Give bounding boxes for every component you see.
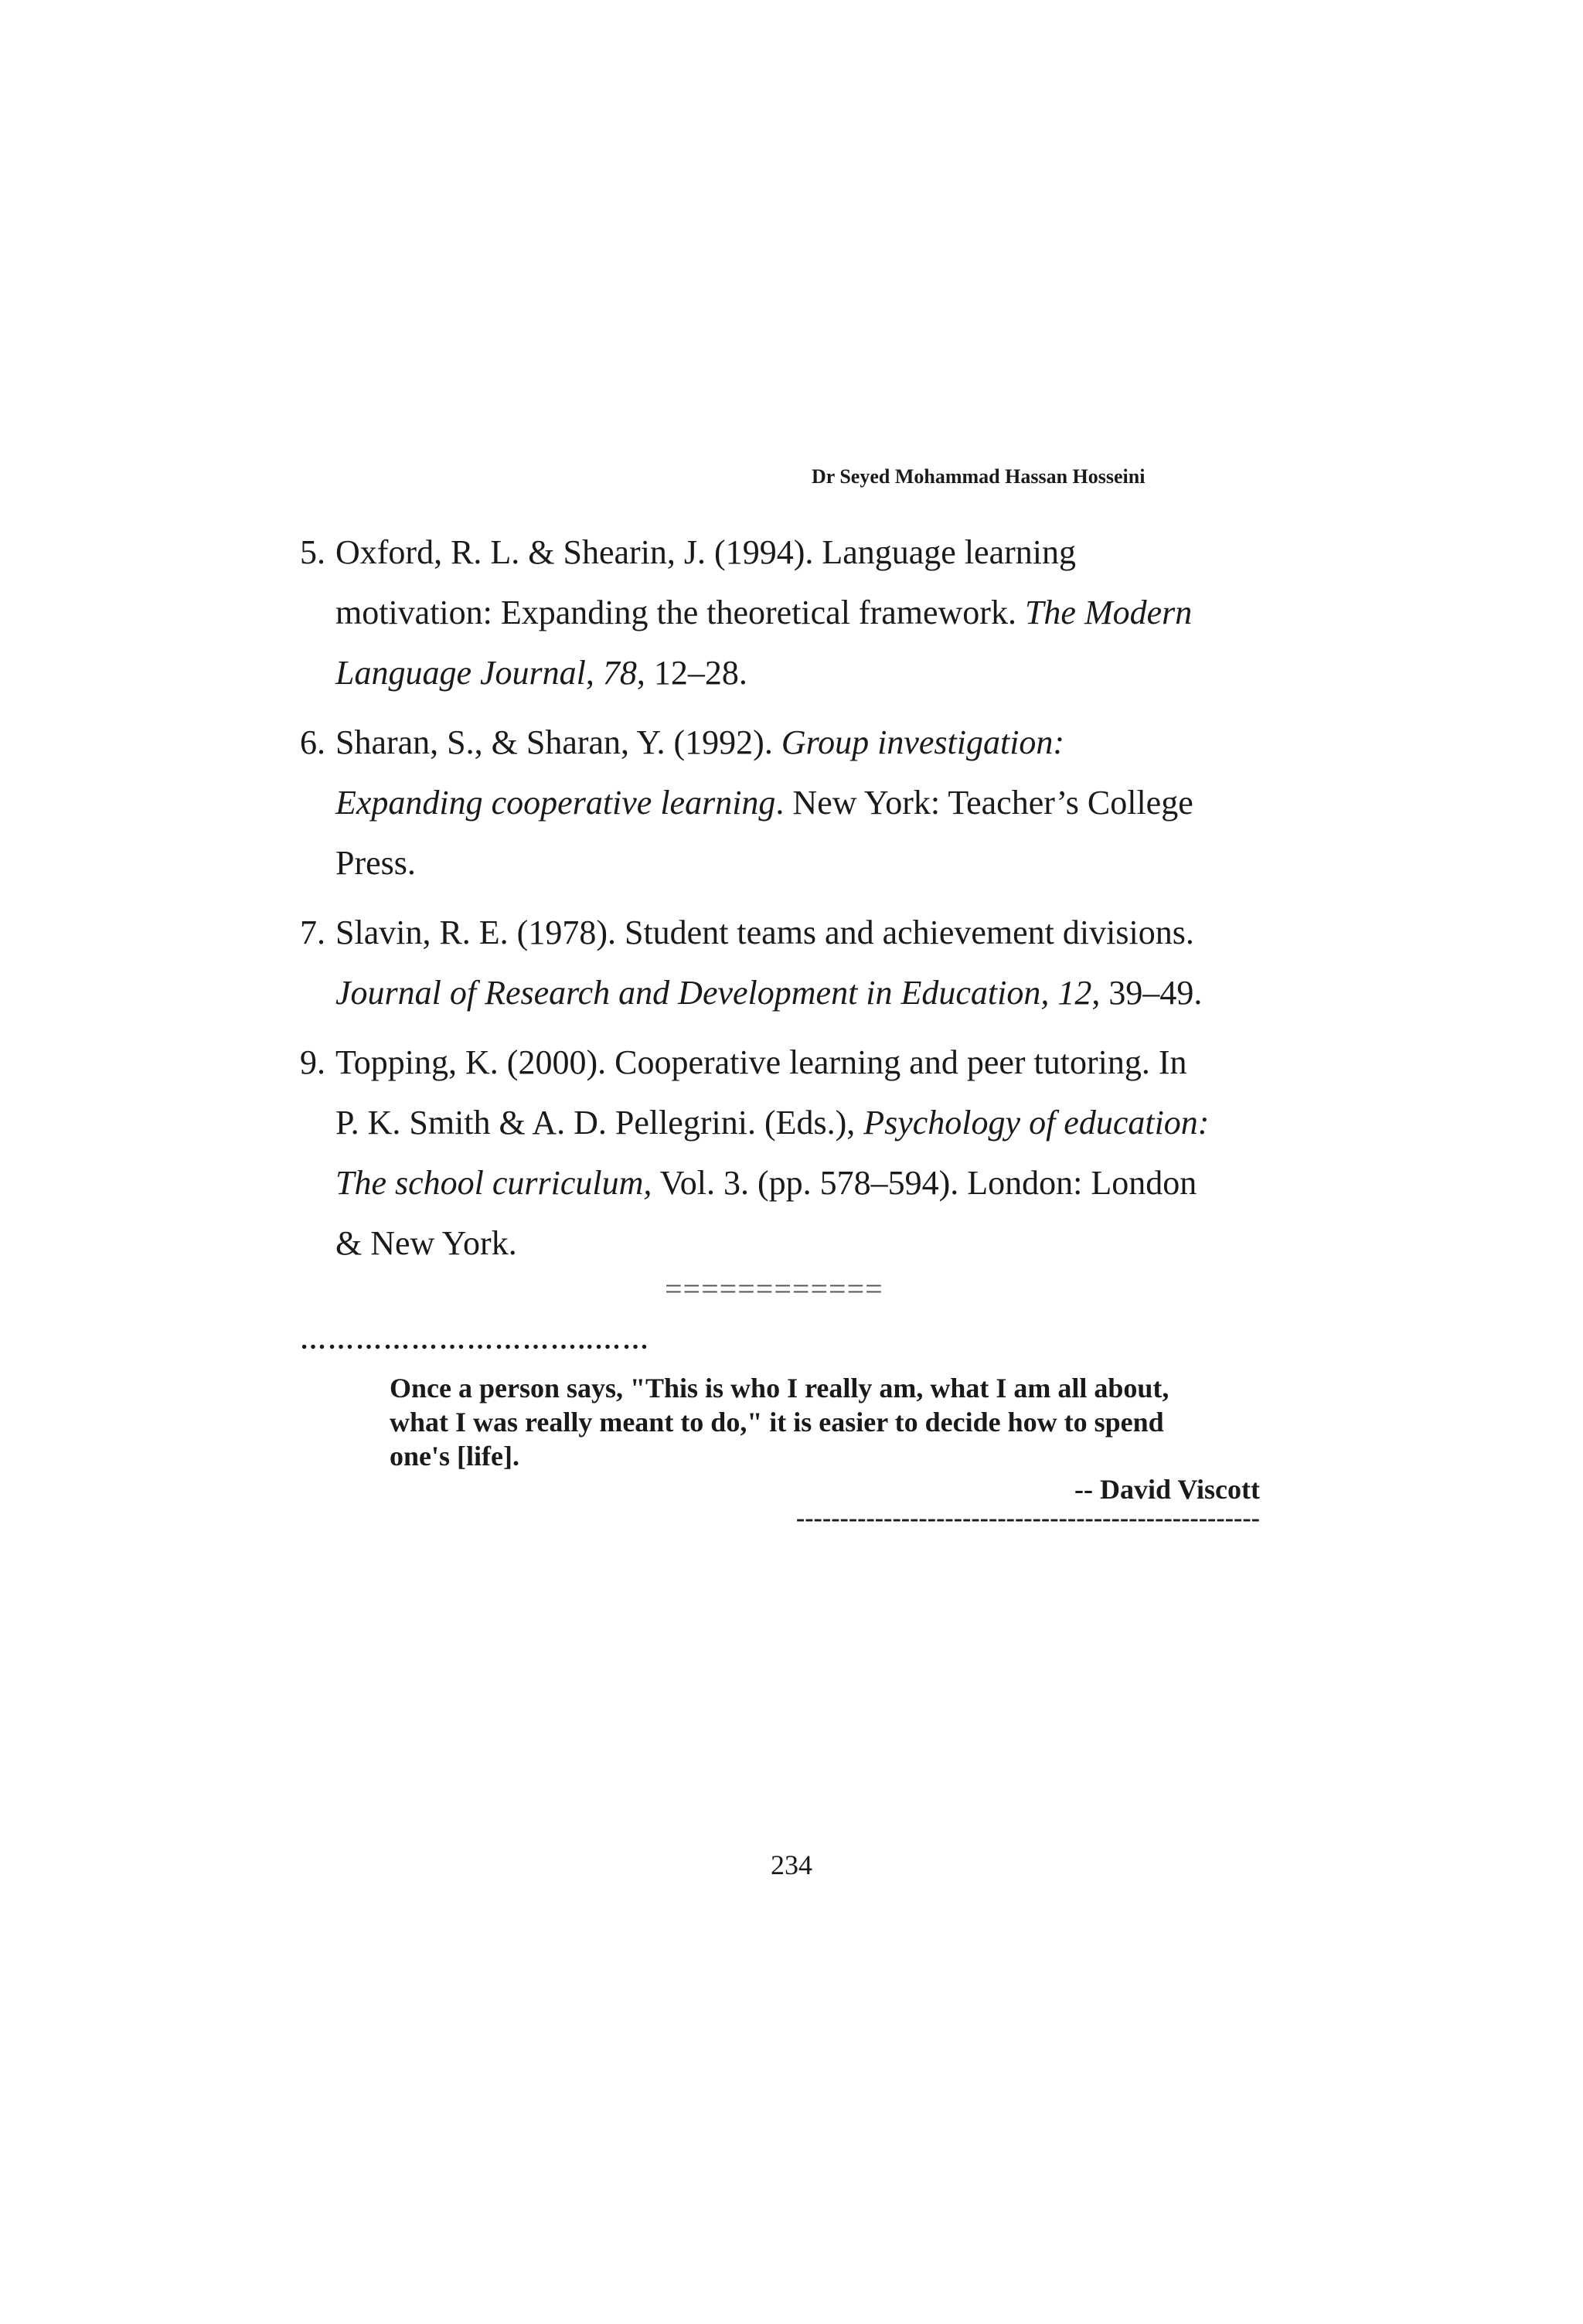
- reference-list: [300, 522, 1258, 1283]
- reference-line: [335, 522, 1258, 583]
- quote-line: what I was really meant to do," it is easier to decide how to spend: [390, 1407, 1164, 1438]
- reference-plain-text: P. K. Smith & A. D. Pellegrini. (Eds.),: [335, 1104, 864, 1142]
- reference-text: [335, 1033, 1258, 1274]
- reference-item: [300, 1033, 1258, 1274]
- reference-plain-text: Vol. 3. (pp. 578–594). London: London: [652, 1164, 1197, 1202]
- section-separator: ============: [665, 1271, 883, 1306]
- reference-italic-text: Journal of Research and Development in Education, 12: [335, 974, 1092, 1012]
- reference-plain-text: ,: [585, 654, 603, 692]
- running-head: Dr Seyed Mohammad Hassan Hosseini: [812, 465, 1146, 488]
- reference-line: [335, 713, 1258, 773]
- reference-number: 6.: [300, 723, 325, 761]
- reference-line: [335, 583, 1258, 643]
- reference-item: [300, 713, 1258, 893]
- reference-italic-text: Group investigation:: [781, 723, 1065, 761]
- quote-attribution: -- David Viscott: [1074, 1474, 1260, 1505]
- reference-line: [335, 773, 1258, 833]
- quote-line: Once a person says, "This is who I really am, what I am all about,: [390, 1373, 1169, 1404]
- reference-italic-text: Language Journal: [335, 654, 586, 692]
- reference-italic-text: Psychology of education:: [863, 1104, 1210, 1142]
- quote-block: [390, 1371, 1263, 1473]
- reference-plain-text: Slavin, R. E. (1978). Student teams and achievement divisions.: [335, 914, 1194, 951]
- reference-number: 5.: [300, 533, 325, 571]
- reference-plain-text: Press.: [335, 844, 416, 882]
- reference-line: [335, 963, 1258, 1023]
- reference-plain-text: & New York.: [335, 1224, 517, 1262]
- quote-line: one's [life].: [390, 1441, 519, 1472]
- reference-plain-text: Sharan, S., & Sharan, Y. (1992).: [335, 723, 781, 761]
- reference-line: [335, 643, 1258, 703]
- reference-item: [300, 522, 1258, 703]
- reference-line: [335, 833, 1258, 893]
- reference-text: [335, 522, 1258, 703]
- reference-line: [335, 1213, 1258, 1274]
- reference-italic-text: Expanding cooperative learning: [335, 784, 776, 822]
- reference-plain-text: , 39–49.: [1091, 974, 1203, 1012]
- reference-italic-text: The school curriculum,: [335, 1164, 652, 1202]
- reference-plain-text: . New York: Teacher’s College: [775, 784, 1193, 822]
- page-number: 234: [771, 1849, 812, 1880]
- reference-plain-text: , 12–28.: [636, 654, 747, 692]
- reference-line: [335, 1153, 1258, 1213]
- reference-text: [335, 903, 1258, 1023]
- reference-plain-text: motivation: Expanding the theoretical framework.: [335, 594, 1025, 631]
- reference-plain-text: Topping, K. (2000). Cooperative learning and peer tutoring. In: [335, 1043, 1187, 1081]
- dashed-rule: -----------------------------------------------------: [795, 1504, 1260, 1533]
- reference-plain-text: Oxford, R. L. & Shearin, J. (1994). Language learning: [335, 533, 1076, 571]
- reference-item: [300, 903, 1258, 1023]
- reference-number: 7.: [300, 914, 325, 951]
- reference-line: [335, 1033, 1258, 1093]
- dotted-divider: …………………………..……: [300, 1326, 650, 1355]
- reference-text: [335, 713, 1258, 893]
- reference-number: 9.: [300, 1043, 325, 1081]
- reference-italic-text: The Modern: [1024, 594, 1193, 631]
- reference-line: [335, 903, 1258, 963]
- reference-italic-text: 78: [602, 654, 637, 692]
- reference-line: [335, 1093, 1258, 1153]
